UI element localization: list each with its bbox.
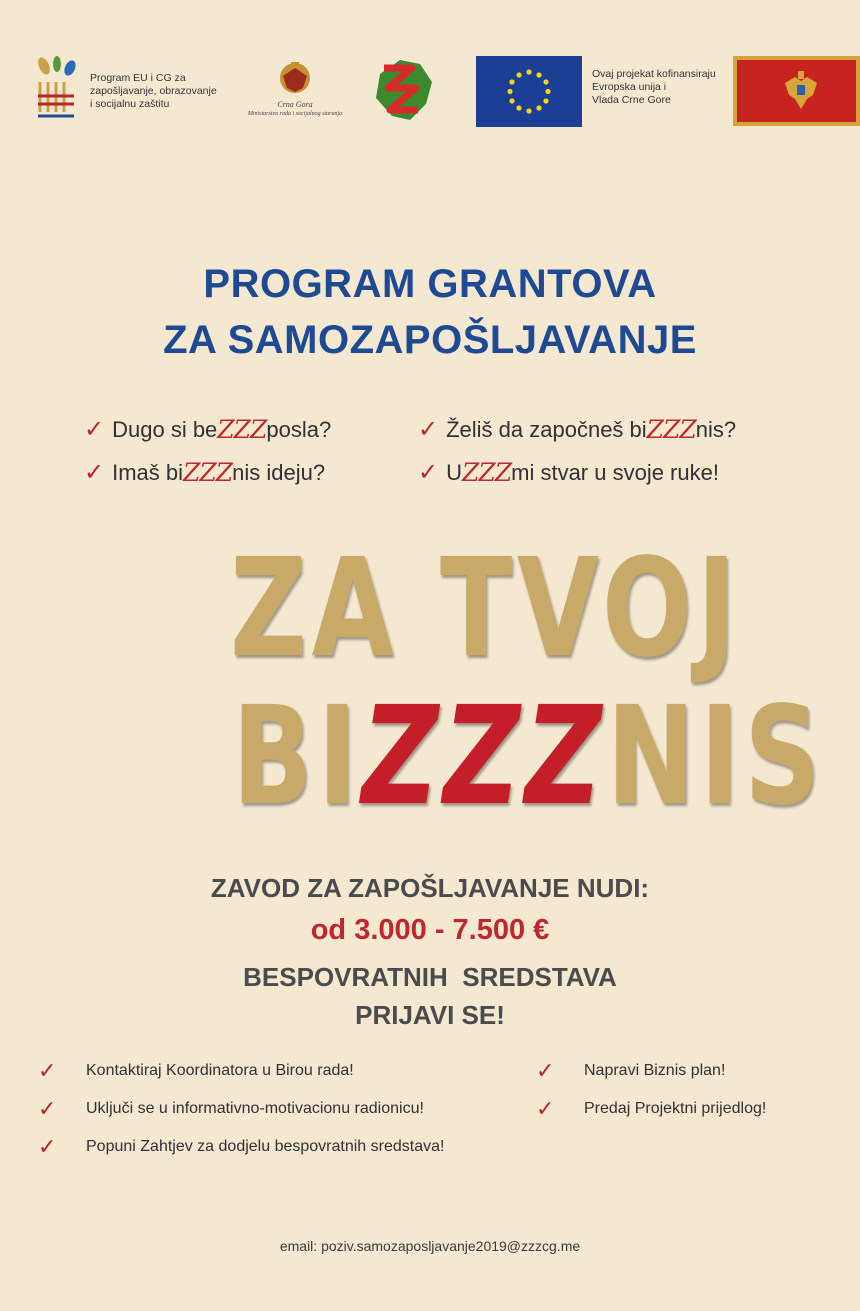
title-line-2: ZA SAMOZAPOŠLJAVANJE	[163, 318, 697, 362]
headline-line-2	[232, 678, 825, 836]
headline-bi: BI	[232, 678, 362, 836]
question-3-pre: Imaš bi	[112, 459, 184, 485]
checkmark-icon: ✓	[38, 1058, 57, 1083]
question-1-post: posla?	[266, 416, 332, 442]
checkmark-icon: ✓	[418, 459, 439, 486]
montenegro-flag	[733, 56, 860, 126]
question-4	[418, 458, 719, 487]
program-logo-line-2: zapošljavanje, obrazovanje	[90, 85, 217, 97]
cofinance-line-2: Evropska unija i	[592, 81, 667, 93]
question-2-pre: Želiš da započneš bi	[446, 416, 647, 442]
offer-apply: PRIJAVI SE!	[355, 1000, 505, 1030]
step-left-2	[38, 1096, 424, 1122]
eu-stars-icon	[476, 56, 582, 127]
question-1-z: ZZZ	[217, 415, 267, 444]
zzzcg-map-logo-icon	[370, 54, 436, 126]
montenegro-eagle-icon	[781, 69, 821, 113]
question-3-post: nis ideju?	[232, 459, 326, 485]
step-left-3	[38, 1134, 444, 1160]
headline-zzz: ZZZ	[361, 678, 607, 836]
checkmark-icon: ✓	[84, 459, 105, 486]
program-logo-line-1: Program EU i CG za	[90, 72, 186, 84]
program-logo-line-3: i socijalnu zaštitu	[90, 98, 170, 110]
program-logo-icon	[34, 56, 80, 126]
checkmark-icon: ✓	[536, 1058, 555, 1083]
cofinance-text	[592, 68, 716, 107]
question-4-post: mi stvar u svoje ruke!	[511, 459, 719, 485]
checkmark-icon: ✓	[84, 416, 105, 443]
offer-amount: od 3.000 - 7.500 €	[310, 914, 550, 946]
step-right-2-text: Predaj Projektni prijedlog!	[584, 1100, 767, 1117]
checkmark-icon: ✓	[38, 1134, 57, 1159]
zzzcg-logo	[370, 54, 436, 126]
step-left-2-text: Uključi se u informativno-motivacionu radionicu!	[86, 1100, 424, 1117]
checkmark-icon: ✓	[38, 1096, 57, 1121]
question-4-z: ZZZ	[462, 458, 512, 487]
question-4-pre: U	[446, 459, 462, 485]
cofinance-line-1: Ovaj projekat kofinansiraju	[592, 68, 716, 80]
question-2	[418, 415, 736, 444]
ministry-caption: Ministarstvo rada i socijalnog staranja	[247, 111, 343, 117]
step-left-1	[38, 1058, 354, 1084]
montenegro-coat-of-arms-icon	[275, 58, 315, 98]
headline-line-1: ZA TVOJ	[230, 530, 741, 688]
checkmark-icon: ✓	[418, 416, 439, 443]
contact-email[interactable]: email: poziv.samozaposljavanje2019@zzzcg.me	[279, 1238, 581, 1254]
headline-nis: NIS	[606, 678, 826, 836]
question-1-pre: Dugo si be	[112, 416, 218, 442]
ministry-country: Crna Gora	[277, 100, 313, 109]
question-2-z: ZZZ	[646, 415, 696, 444]
question-3	[84, 458, 325, 487]
step-left-1-text: Kontaktiraj Koordinatora u Birou rada!	[86, 1062, 354, 1079]
question-3-z: ZZZ	[183, 458, 233, 487]
offer-org: ZAVOD ZA ZAPOŠLJAVANJE NUDI:	[210, 873, 650, 903]
step-left-3-text: Popuni Zahtjev za dodjelu bespovratnih sredstava!	[86, 1138, 445, 1155]
eu-flag	[476, 56, 582, 127]
offer-funds: BESPOVRATNIH SREDSTAVA	[243, 962, 617, 992]
program-eu-cg-logo	[34, 56, 234, 126]
step-right-1-text: Napravi Biznis plan!	[584, 1062, 726, 1079]
ministry-logo	[240, 58, 350, 128]
checkmark-icon: ✓	[536, 1096, 555, 1121]
step-right-2	[536, 1096, 766, 1122]
step-right-1	[536, 1058, 725, 1084]
question-1	[84, 415, 331, 444]
cofinance-line-3: Vlada Crne Gore	[592, 94, 671, 106]
title-line-1: PROGRAM GRANTOVA	[203, 262, 657, 306]
question-2-post: nis?	[695, 416, 737, 442]
